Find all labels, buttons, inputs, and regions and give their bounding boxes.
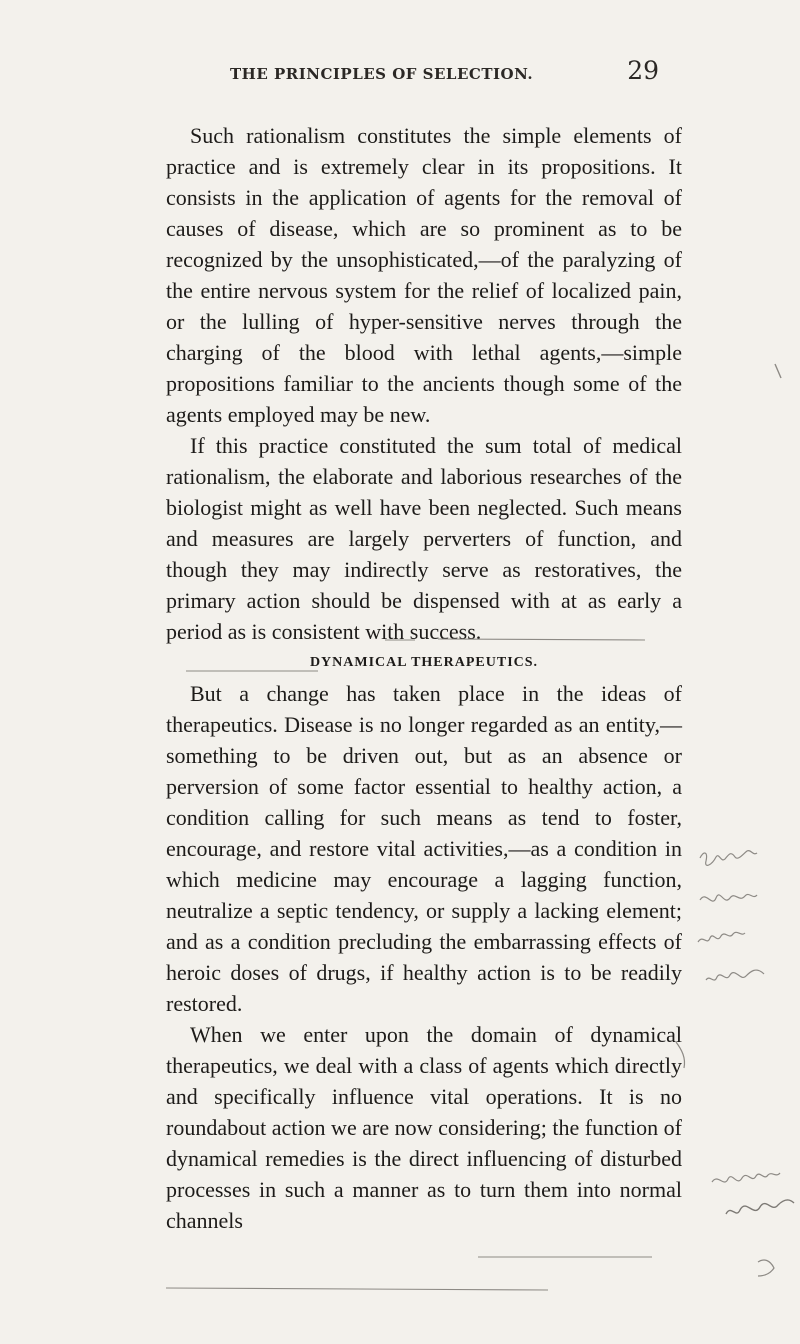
- margin-handwriting-3: [698, 932, 745, 942]
- page-number: 29: [627, 56, 659, 85]
- running-title: THE PRINCIPLES OF SELECTION.: [230, 65, 534, 83]
- section-heading: DYNAMICAL THERAPEUTICS.: [309, 655, 539, 670]
- paragraph-dynamical-therapeutics: When we enter upon the domain of dynamical therapeutics, we deal with a class of agents which directly and specifically influence vital operations. It is no roundabout action we are now considering; the function of dynamical remedies is the direct influencing of disturbed processes in such a manner as to turn them into normal channels: [166, 1022, 682, 1233]
- margin-handwriting-6: [726, 1200, 794, 1214]
- margin-handwriting-7: [758, 1260, 774, 1276]
- paragraph-medical-rationalism: If this practice constituted the sum total of medical rationalism, the elaborate and laborious researches of the biologist might as well have been neglected. Such means and measures are largely perverters of function, and though they may indirectly serve as restoratives, the primary action should be dispensed with at as early a period as is consistent with success.: [166, 433, 682, 644]
- margin-handwriting-2: [700, 894, 757, 901]
- paragraph-rationalism: Such rationalism constitutes the simple elements of practice and is extremely clear in its propositions. It consists in the application of agents for the removal of causes of disease, which are so prominent as to be recognized by the unsophisticated,—of the paralyzing of the entire nervous system for the relief of localized pain, or the lulling of hyper-sensitive nerves through the charging of the blood with lethal agents,—simple propositions familiar to the ancients though some of the agents employed may be new.: [166, 123, 682, 427]
- paragraph-change-in-therapeutics: But a change has taken place in the ideas of therapeutics. Disease is no longer regarded as an entity,—something to be driven out, but as an absence or perversion of some factor essential to healthy action, a condition calling for such means as tend to foster, encourage, and restore vital activities,—as a condition in which medicine may encourage a lagging function, neutralize a septic tendency, or supply a lacking element; and as a condition precluding the embarrassing effects of heroic doses of drugs, if healthy action is to be readily restored.: [166, 681, 682, 1016]
- margin-handwriting-4: [706, 970, 764, 980]
- margin-handwriting-1: [700, 851, 757, 866]
- running-header: [166, 56, 696, 92]
- body-text: [166, 120, 682, 1236]
- underline-direct-influencing: [166, 1288, 548, 1290]
- margin-handwriting-5: [712, 1173, 780, 1182]
- margin-tick-mark: [775, 364, 781, 378]
